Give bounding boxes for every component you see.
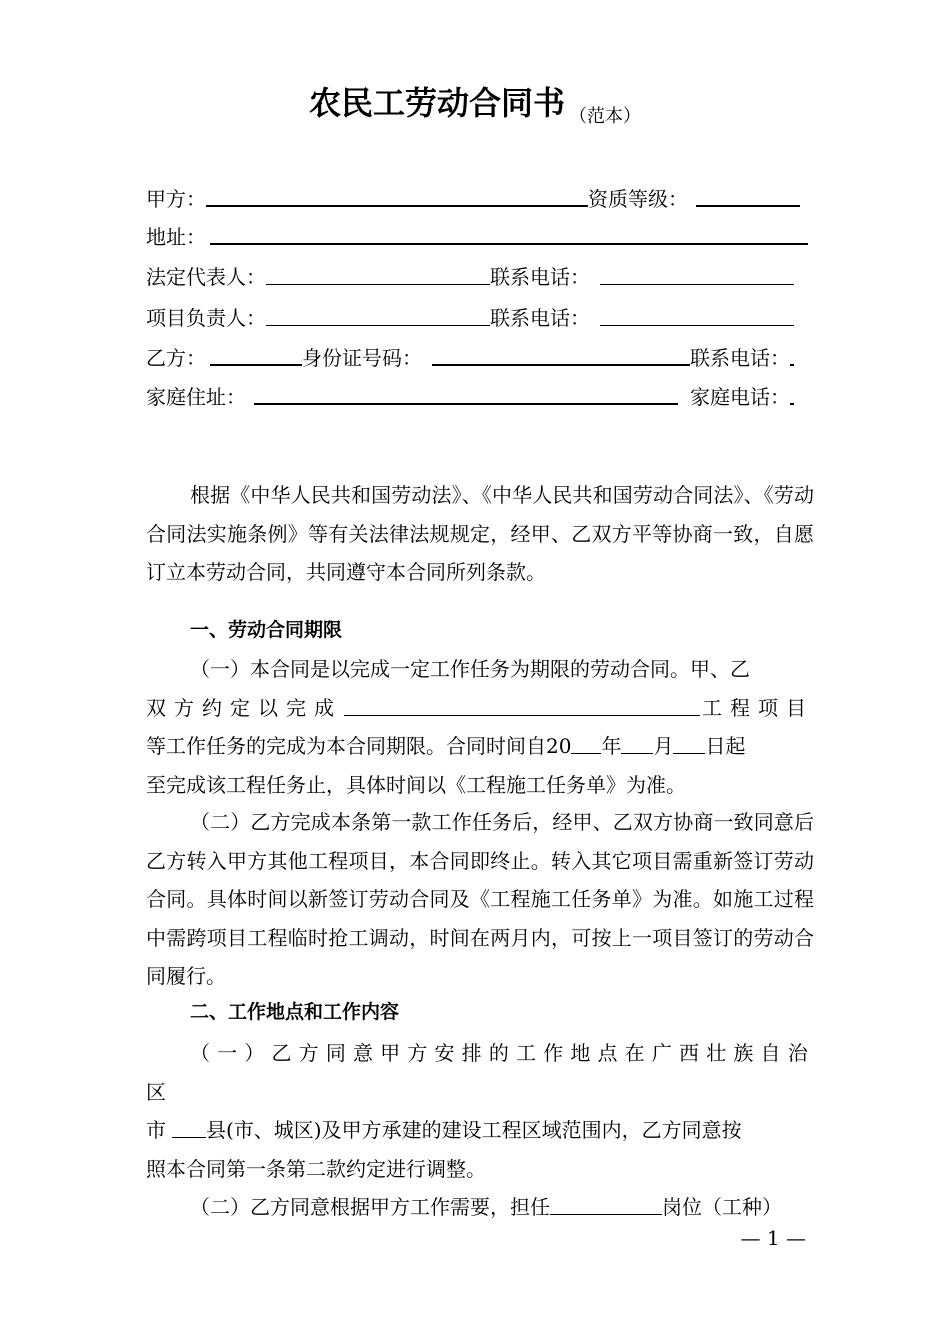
home-address-row <box>146 380 794 410</box>
project-lead-blank <box>266 303 490 326</box>
document-header <box>0 78 950 127</box>
phone-label-2: 联系电话： <box>490 306 590 330</box>
clause-1-line-2 <box>146 689 814 728</box>
clause-1-line-1: （一）本合同是以完成一定工作任务为期限的劳动合同。甲、乙 <box>190 657 750 681</box>
year-label: 年 <box>601 734 622 758</box>
party-a-row <box>146 182 800 212</box>
address-row <box>146 220 808 250</box>
home-phone-label: 家庭电话： <box>690 385 790 409</box>
party-b-row <box>146 341 794 371</box>
month-label: 月 <box>653 734 674 758</box>
id-blank <box>432 342 690 366</box>
project-lead-label: 项目负责人： <box>146 306 266 330</box>
phone-blank-2 <box>600 303 794 326</box>
section-1-clause-1 <box>146 650 814 804</box>
s2-clause-1-line-2-text: 县(市、城区)及甲方承建的建设工程区域范围内，乙方同意按 <box>206 1118 742 1142</box>
phone-blank-1 <box>600 262 794 285</box>
clause-1-line-2-start: 双方约定以完成 <box>146 695 342 720</box>
s2-clause-1-line-1: （一）乙方同意甲方安排的工作地点在广西壮族自治区 <box>146 1041 814 1104</box>
phone-blank-3 <box>790 342 794 366</box>
day-blank <box>673 731 705 754</box>
phone-label-3: 联系电话： <box>690 346 790 370</box>
address-label: 地址： <box>146 225 206 249</box>
s2-clause-2 <box>146 1188 814 1227</box>
city-blank <box>172 1115 206 1138</box>
project-name-blank <box>344 693 700 716</box>
qualification-label: 资质等级： <box>588 187 688 211</box>
legal-rep-row <box>146 261 794 291</box>
section-1-clause-2: （二）乙方完成本条第一款工作任务后，经甲、乙双方协商一致同意后乙方转入甲方其他工程项目，本合同即终止。转入其它项目需重新签订劳动合同。具体时间以新签订劳动合同及《工程施工任务单》为准。如施工过程中需跨项目工程临时抢工调动，时间在两月内，可按上一项目签订的劳动合同履行。 <box>146 810 814 988</box>
page-number: — 1 — <box>740 1226 806 1250</box>
preamble-paragraph: 根据《中华人民共和国劳动法》、《中华人民共和国劳动合同法》、《劳动合同法实施条例》等有关法律法规规定，经甲、乙双方平等协商一致，自愿订立本劳动合同，共同遵守本合同所列条款。 <box>146 483 814 584</box>
year-blank <box>571 731 601 754</box>
home-address-blank <box>254 381 678 405</box>
s2-clause-2-end: 岗位（工种） <box>662 1195 782 1219</box>
day-label: 日起 <box>705 734 746 758</box>
s2-clause-1-line-2 <box>146 1111 814 1150</box>
clause-1-line-4: 至完成该工程任务止，具体时间以《工程施工任务单》为准。 <box>146 772 686 797</box>
clause-1-line-3 <box>146 727 814 766</box>
id-label: 身份证号码： <box>302 346 422 370</box>
legal-rep-label: 法定代表人： <box>146 265 266 289</box>
party-b-blank <box>210 342 302 366</box>
position-blank <box>550 1192 662 1215</box>
home-address-label: 家庭住址： <box>146 385 246 409</box>
document-title: 农民工劳动合同书 <box>308 84 565 122</box>
s2-clause-1-line-3: 照本合同第一条第二款约定进行调整。 <box>146 1156 486 1181</box>
project-lead-row <box>146 302 794 332</box>
month-blank <box>621 731 653 754</box>
qualification-blank <box>696 183 800 207</box>
home-phone-blank <box>790 381 794 405</box>
party-a-label: 甲方： <box>146 187 206 211</box>
party-b-label: 乙方： <box>146 346 206 370</box>
city-label: 市 <box>146 1118 166 1142</box>
s2-clause-2-text: （二）乙方同意根据甲方工作需要，担任 <box>190 1195 550 1219</box>
address-blank <box>210 221 808 245</box>
clause-1-line-2-end: 工程项目 <box>702 695 814 720</box>
document-subtitle: （范本） <box>569 106 641 127</box>
clause-1-line-3-text: 等工作任务的完成为本合同期限。合同时间自20 <box>146 734 572 758</box>
phone-label-1: 联系电话： <box>490 265 590 289</box>
section-2-clause-1 <box>146 1034 814 1227</box>
section-2-heading: 二、工作地点和工作内容 <box>190 1001 400 1023</box>
section-1-heading: 一、劳动合同期限 <box>190 619 343 641</box>
legal-rep-blank <box>266 262 490 285</box>
party-a-blank <box>206 183 588 207</box>
